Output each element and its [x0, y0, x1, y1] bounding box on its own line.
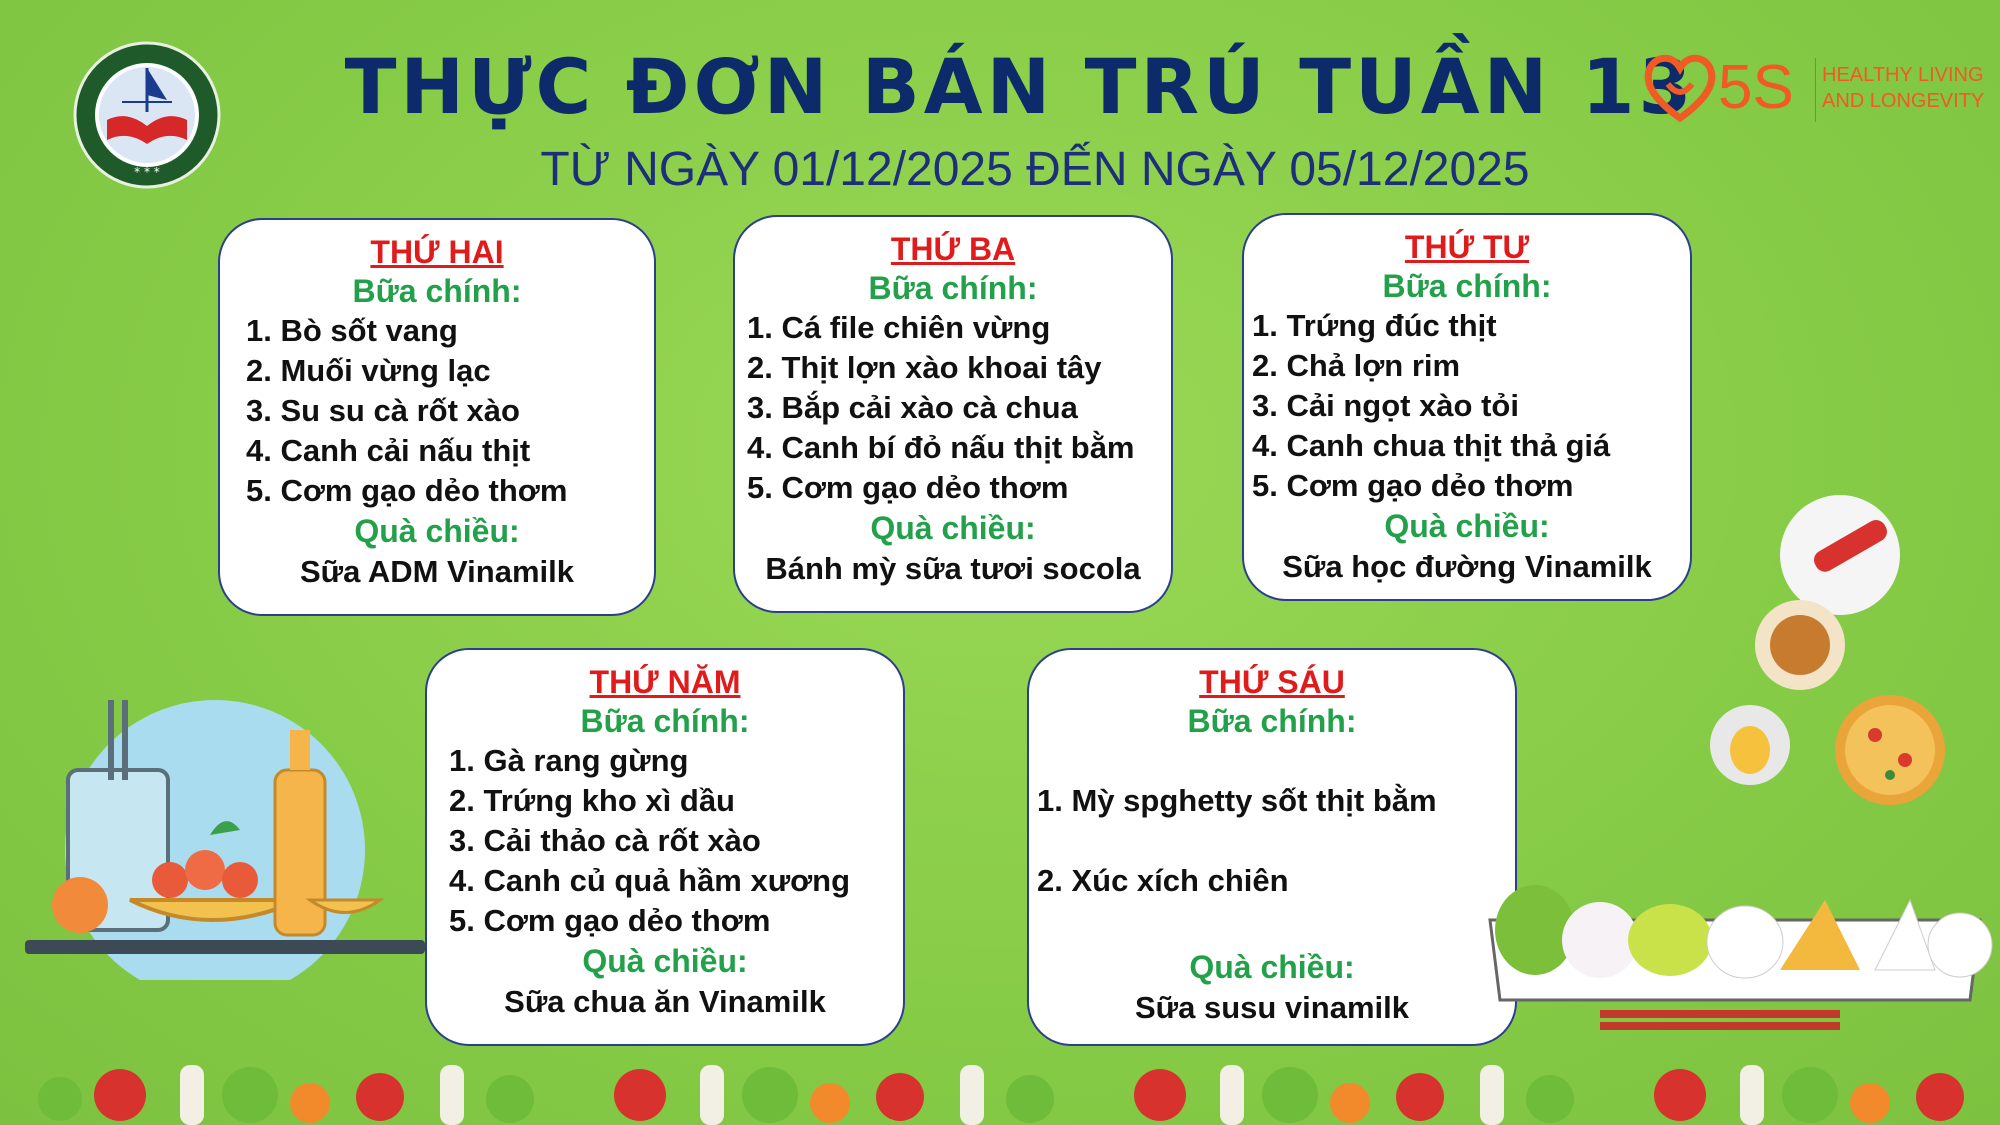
- kitchen-illustration: [10, 690, 430, 980]
- menu-card-friday: [1027, 648, 1517, 1046]
- day-title: THỨ BA: [890, 231, 1016, 267]
- main-meal-list: [1029, 761, 1515, 921]
- list-item: 1. Mỳ spghetty sốt thịt bằm: [1037, 783, 1437, 818]
- list-item: 5. Cơm gạo dẻo thơm: [246, 473, 568, 508]
- list-item: 4. Canh củ quả hầm xương: [449, 863, 851, 898]
- day-title: THỨ SÁU: [1199, 664, 1345, 700]
- afternoon-snack-label: Quà chiều:: [1189, 949, 1355, 985]
- heart-logo-icon: [1640, 46, 1720, 126]
- list-item: 3. Su su cà rốt xào: [246, 393, 520, 428]
- menu-card-thursday: [425, 648, 905, 1046]
- list-item: 4. Canh chua thịt thả giá: [1252, 428, 1611, 463]
- list-item: 2. Muối vừng lạc: [246, 353, 491, 388]
- list-item: 1. Bò sốt vang: [246, 313, 458, 348]
- afternoon-snack: Bánh mỳ sữa tươi socola: [765, 551, 1141, 586]
- list-item: 1. Trứng đúc thịt: [1252, 308, 1497, 343]
- brand-tagline: [1822, 62, 1992, 114]
- afternoon-snack: Sữa susu vinamilk: [1134, 990, 1409, 1025]
- afternoon-snack-label: Quà chiều:: [582, 943, 748, 979]
- main-meal-list: [735, 308, 1171, 508]
- day-title: THỨ NĂM: [589, 664, 741, 700]
- afternoon-snack-label: Quà chiều:: [354, 513, 520, 549]
- main-meal-label: Bữa chính:: [868, 270, 1038, 306]
- list-item: 1. Gà rang gừng: [449, 743, 689, 778]
- list-item: 4. Canh bí đỏ nấu thịt bằm: [747, 430, 1135, 465]
- svg-text:* * *: * * *: [134, 165, 160, 179]
- brand-tagline-line1: HEALTHY LIVING: [1822, 64, 1984, 86]
- afternoon-snack: Sữa ADM Vinamilk: [300, 554, 574, 589]
- day-title: THỨ TƯ: [1404, 229, 1530, 265]
- list-item: 5. Cơm gạo dẻo thơm: [1252, 468, 1574, 503]
- list-item: 5. Cơm gạo dẻo thơm: [449, 903, 771, 938]
- list-item: 2. Chả lợn rim: [1252, 348, 1461, 383]
- list-item: 3. Cải ngọt xào tỏi: [1252, 388, 1519, 423]
- main-meal-list: [220, 311, 654, 511]
- list-item: 3. Cải thảo cà rốt xào: [449, 823, 761, 858]
- menu-card-wednesday: [1242, 213, 1692, 601]
- page-title: THỰC ĐƠN BÁN TRÚ TUẦN 13: [344, 42, 1696, 131]
- list-item: 1. Cá file chiên vừng: [747, 310, 1051, 345]
- main-meal-list: [1244, 306, 1690, 506]
- brand-tagline-line2: AND LONGEVITY: [1822, 90, 1985, 112]
- afternoon-snack: Sữa học đường Vinamilk: [1282, 549, 1652, 584]
- brand-mark: 5S: [1718, 53, 1794, 122]
- date-range: TỪ NGÀY 01/12/2025 ĐẾN NGÀY 05/12/2025: [540, 143, 1530, 196]
- menu-card-monday: [218, 218, 656, 616]
- vegetable-border: [0, 1025, 2000, 1125]
- food-illustration: [1690, 495, 1990, 855]
- main-meal-label: Bữa chính:: [1187, 703, 1357, 739]
- main-meal-label: Bữa chính:: [352, 273, 522, 309]
- main-meal-label: Bữa chính:: [1382, 268, 1552, 304]
- menu-card-tuesday: [733, 215, 1173, 613]
- afternoon-snack-label: Quà chiều:: [1384, 508, 1550, 544]
- brand-divider: [1815, 58, 1816, 122]
- list-item: 2. Xúc xích chiên: [1037, 863, 1289, 898]
- list-item: 2. Thịt lợn xào khoai tây: [747, 350, 1102, 385]
- list-item: 5. Cơm gạo dẻo thơm: [747, 470, 1069, 505]
- main-meal-list: [427, 741, 903, 941]
- afternoon-snack: Sữa chua ăn Vinamilk: [504, 984, 826, 1019]
- cute-food-tray: [1480, 870, 2000, 1030]
- afternoon-snack-label: Quà chiều:: [870, 510, 1036, 546]
- main-meal-label: Bữa chính:: [580, 703, 750, 739]
- list-item: 4. Canh cải nấu thịt: [246, 433, 531, 468]
- day-title: THỨ HAI: [370, 234, 504, 270]
- list-item: 3. Bắp cải xào cà chua: [747, 390, 1078, 425]
- list-item: 2. Trứng kho xì dầu: [449, 783, 735, 818]
